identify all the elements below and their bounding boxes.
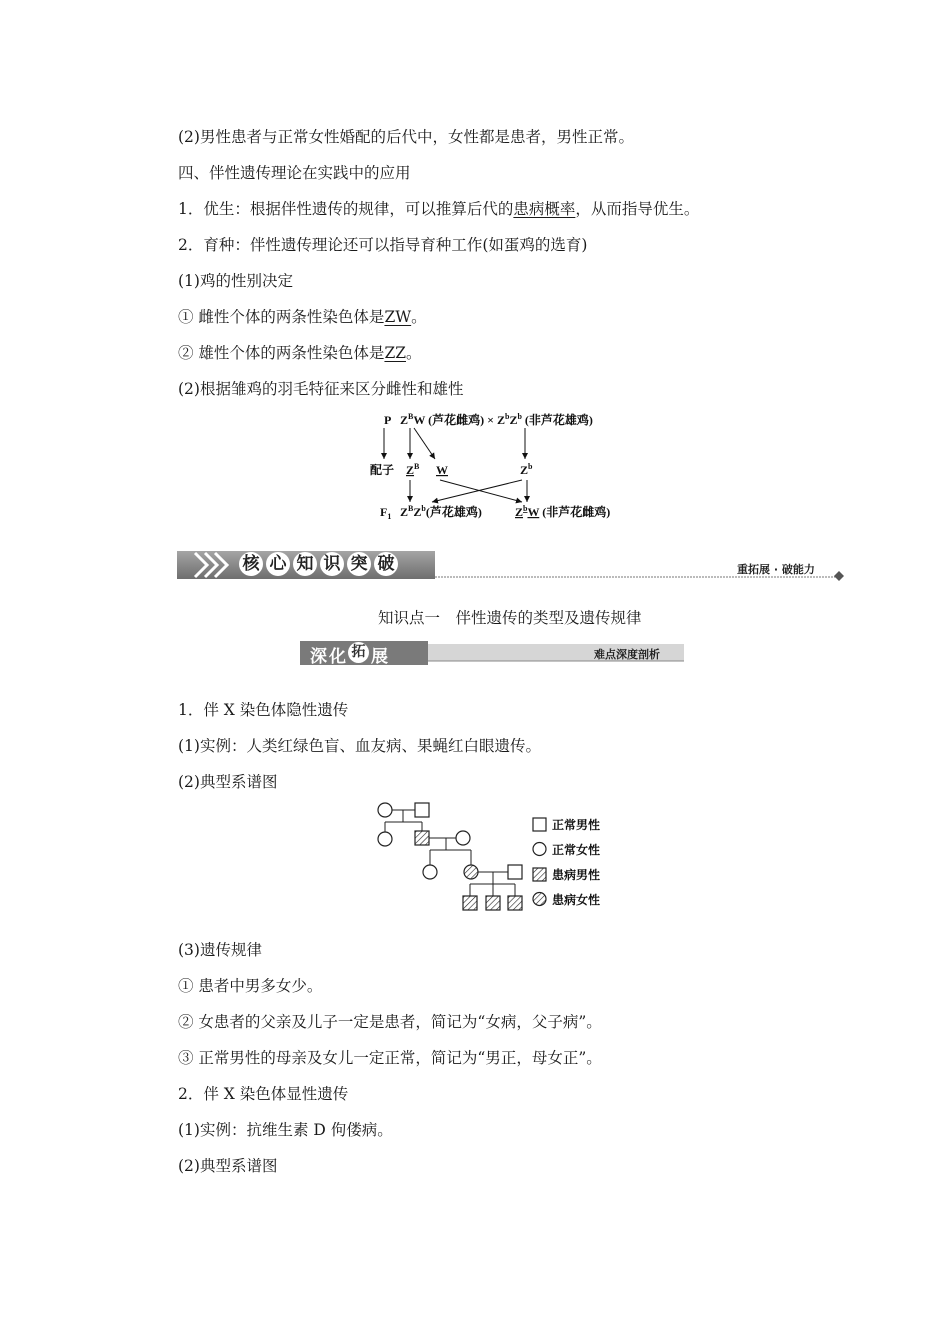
pedigree-chart — [370, 798, 620, 918]
sub-banner-title: 深 化 拓 展 — [310, 644, 388, 667]
underlined-answer: ZW — [384, 308, 412, 326]
f1-offspring-female: $Z^bW$ (非芦花雌鸡) — [515, 504, 611, 519]
legend-label: 正常女性 — [552, 843, 601, 857]
banner-right-text: 重拓展 · 破能力 — [737, 563, 815, 576]
paragraph-line: (2)典型系谱图 — [178, 1157, 278, 1175]
paragraph-line: (2)典型系谱图 — [178, 773, 278, 791]
normal-male-symbol — [415, 803, 429, 817]
paragraph-line: ① 雌性个体的两条性染色体是ZW。 — [178, 308, 427, 326]
gamete-zb-male: $Z^b$ — [520, 462, 533, 477]
affected-male-symbol — [463, 896, 477, 910]
sub-banner — [300, 639, 684, 666]
paragraph-line: (1)鸡的性别决定 — [178, 272, 293, 290]
legend-affected-male-icon — [533, 868, 546, 881]
affected-male-symbol — [508, 896, 522, 910]
paragraph-line: 2．伴 X 染色体显性遗传 — [178, 1085, 349, 1103]
normal-female-symbol — [378, 803, 392, 817]
normal-male-symbol — [508, 865, 522, 879]
legend-label: 正常男性 — [552, 818, 601, 832]
legend-label: 患病男性 — [552, 868, 601, 882]
affected-male-symbol — [486, 896, 500, 910]
section-banner — [177, 550, 849, 581]
paragraph-line: (3)遗传规律 — [178, 941, 262, 959]
underlined-answer: 患病概率 — [513, 200, 576, 218]
p-generation-label: P — [384, 413, 392, 427]
normal-female-symbol — [378, 832, 392, 846]
f1-label: $F_1$ — [380, 505, 392, 521]
paragraph-line: 2．育种：伴性遗传理论还可以指导育种工作(如蛋鸡的选育) — [178, 236, 588, 254]
section-title: 知识点一 伴性遗传的类型及遗传规律 — [378, 609, 642, 627]
gamete-label: 配子 — [370, 463, 395, 477]
gamete-zb: $Z^B$ — [406, 462, 420, 477]
paragraph-line: (2)根据雏鸡的羽毛特征来区分雌性和雄性 — [178, 380, 464, 398]
normal-female-symbol — [423, 865, 437, 879]
legend-normal-female-icon — [533, 843, 546, 856]
paragraph-line: (1)实例：抗维生素 D 佝偻病。 — [178, 1121, 393, 1139]
paragraph-line: ② 女患者的父亲及儿子一定是患者，简记为“女病，父子病”。 — [178, 1013, 602, 1031]
paragraph-line: ② 雄性个体的两条性染色体是ZZ。 — [178, 344, 422, 362]
normal-female-symbol — [456, 831, 470, 845]
legend-affected-female-icon — [533, 893, 546, 906]
affected-female-symbol — [464, 865, 478, 879]
sub-banner-right-text: 难点深度剖析 — [594, 648, 660, 661]
diamond-icon — [834, 571, 844, 581]
heading-section-4: 四、伴性遗传理论在实践中的应用 — [178, 164, 411, 182]
underlined-answer: ZZ — [384, 344, 406, 362]
paragraph-line: ① 患者中男多女少。 — [178, 977, 323, 995]
paragraph-line: 1．优生：根据伴性遗传的规律，可以推算后代的患病概率，从而指导优生。 — [178, 200, 700, 218]
paragraph-line: ③ 正常男性的母亲及女儿一定正常，简记为“男正，母女正”。 — [178, 1049, 602, 1067]
legend-normal-male-icon — [533, 818, 546, 831]
affected-male-symbol — [415, 831, 429, 845]
paragraph-line: (2)男性患者与正常女性婚配的后代中，女性都是患者，男性正常。 — [178, 128, 634, 146]
legend-label: 患病女性 — [552, 893, 601, 907]
banner-title: 核 心 知 识 突 破 — [239, 552, 398, 576]
paragraph-line: 1．伴 X 染色体隐性遗传 — [178, 701, 349, 719]
paragraph-line: (1)实例：人类红绿色盲、血友病、果蝇红白眼遗传。 — [178, 737, 541, 755]
p-parents: $Z^BW$ (芦花雌鸡) × $Z^bZ^b$ (非芦花雄鸡) — [400, 412, 593, 427]
f1-offspring-male: $Z^BZ^b$(芦花雄鸡) — [400, 504, 482, 519]
gamete-w: W — [436, 463, 448, 477]
genetic-cross-diagram — [370, 404, 660, 524]
